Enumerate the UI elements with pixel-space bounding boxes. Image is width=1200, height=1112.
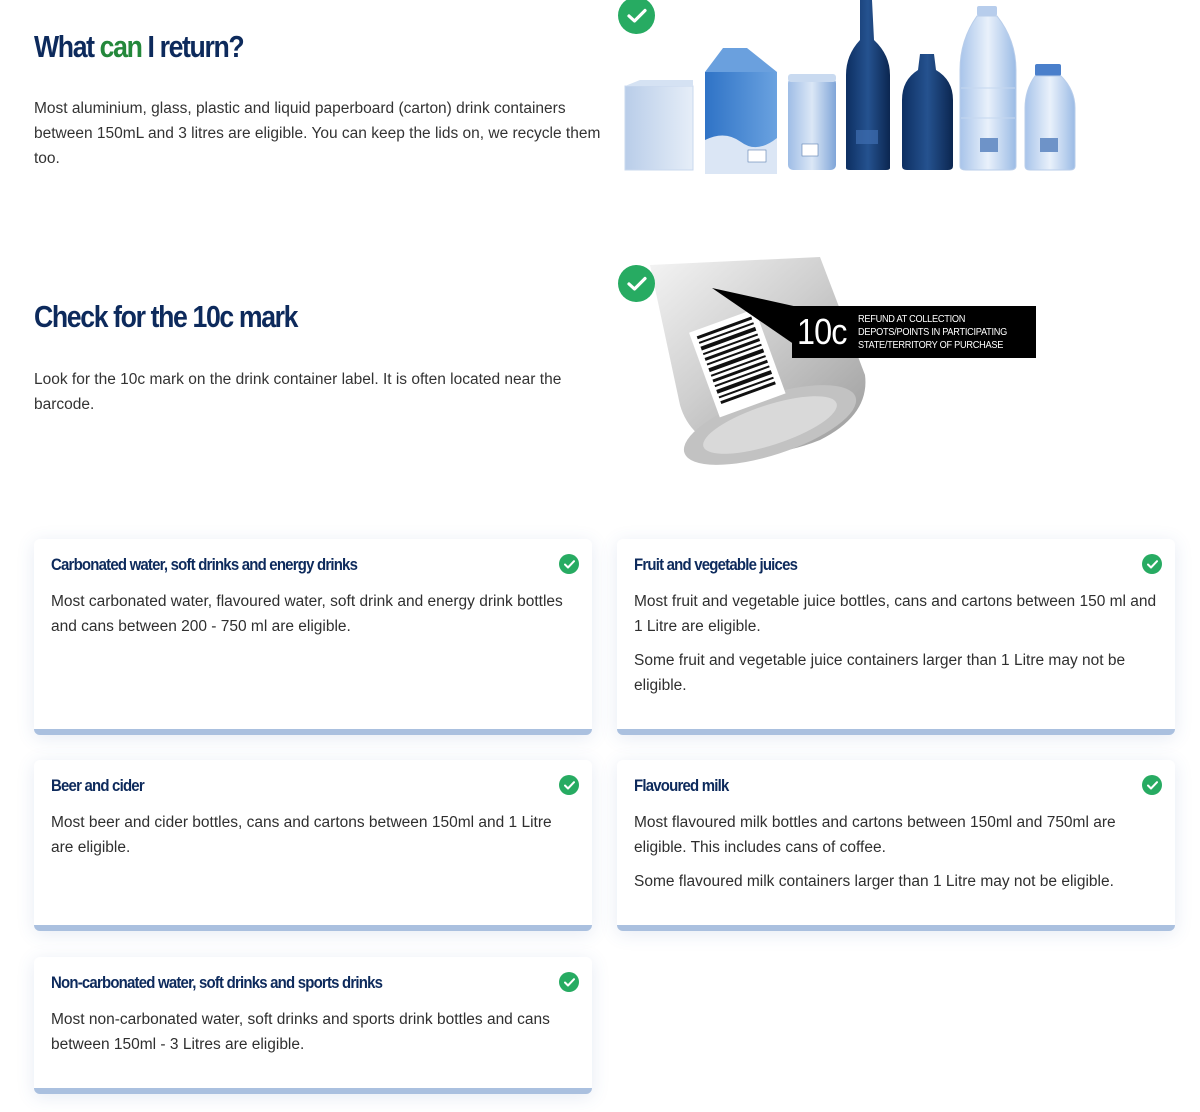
check-circle-icon [559,554,579,574]
card-flavoured-milk [617,760,1175,931]
ten-cent-label [797,308,1035,356]
check-circle-icon [618,265,655,302]
heading-part: What [34,29,100,64]
label-line: STATE/TERRITORY OF PURCHASE [858,339,1004,351]
heading-accent: can [99,29,142,64]
ten-cent-label-big: 10c [797,311,847,352]
label-line: DEPOTS/POINTS IN PARTICIPATING [858,326,1008,338]
check-circle-icon [1142,775,1162,795]
card-title: Flavoured milk [634,776,729,795]
card-text: Most non-carbonated water, soft drinks and sports drink bottles and cans between 150ml - 3 Litres are eligible. [51,1011,550,1053]
check-10c-mark-heading: Check for the 10c mark [34,299,298,334]
card-text: Most beer and cider bottles, cans and cartons between 150ml and 1 Litre are eligible. [51,814,552,856]
can-with-10c-label-illustration [620,255,1040,465]
card-title: Non-carbonated water, soft drinks and sports drinks [51,973,383,992]
card-title: Fruit and vegetable juices [634,555,798,574]
card-carbonated-water [34,539,592,735]
card-beer-cider [34,760,592,931]
card-title: Beer and cider [51,776,144,795]
card-text: Most carbonated water, flavoured water, soft drink and energy drink bottles and cans between 200 - 750 ml are eligible. [51,593,563,635]
card-text: Some flavoured milk containers larger than 1 Litre may not be eligible. [634,873,1114,890]
ten-cent-label-small [858,313,1007,352]
card-fruit-vegetable-juices [617,539,1175,735]
card-text: Most flavoured milk bottles and cartons between 150ml and 750ml are eligible. This includes cans of coffee. [634,814,1116,856]
drink-containers-illustration [620,0,1080,180]
card-title: Carbonated water, soft drinks and energy drinks [51,555,358,574]
card-non-carbonated-water [34,957,592,1094]
card-text: Most fruit and vegetable juice bottles, cans and cartons between 150 ml and 1 Litre are eligible. [634,593,1157,635]
card-text: Some fruit and vegetable juice containers larger than 1 Litre may not be eligible. [634,652,1126,694]
check-circle-icon [559,775,579,795]
heading-part: I return? [141,29,244,64]
check-circle-icon [559,972,579,992]
what-can-i-return-text: Most aluminium, glass, plastic and liquid paperboard (carton) drink containers between 150mL and 3 litres are eligible. You can keep the lids on, we recycle them too. [34,100,601,167]
label-line: REFUND AT COLLECTION [858,313,966,325]
check-10c-mark-text: Look for the 10c mark on the drink container label. It is often located near the barcode. [34,371,562,413]
what-can-i-return-heading [34,29,243,65]
check-circle-icon [1142,554,1162,574]
